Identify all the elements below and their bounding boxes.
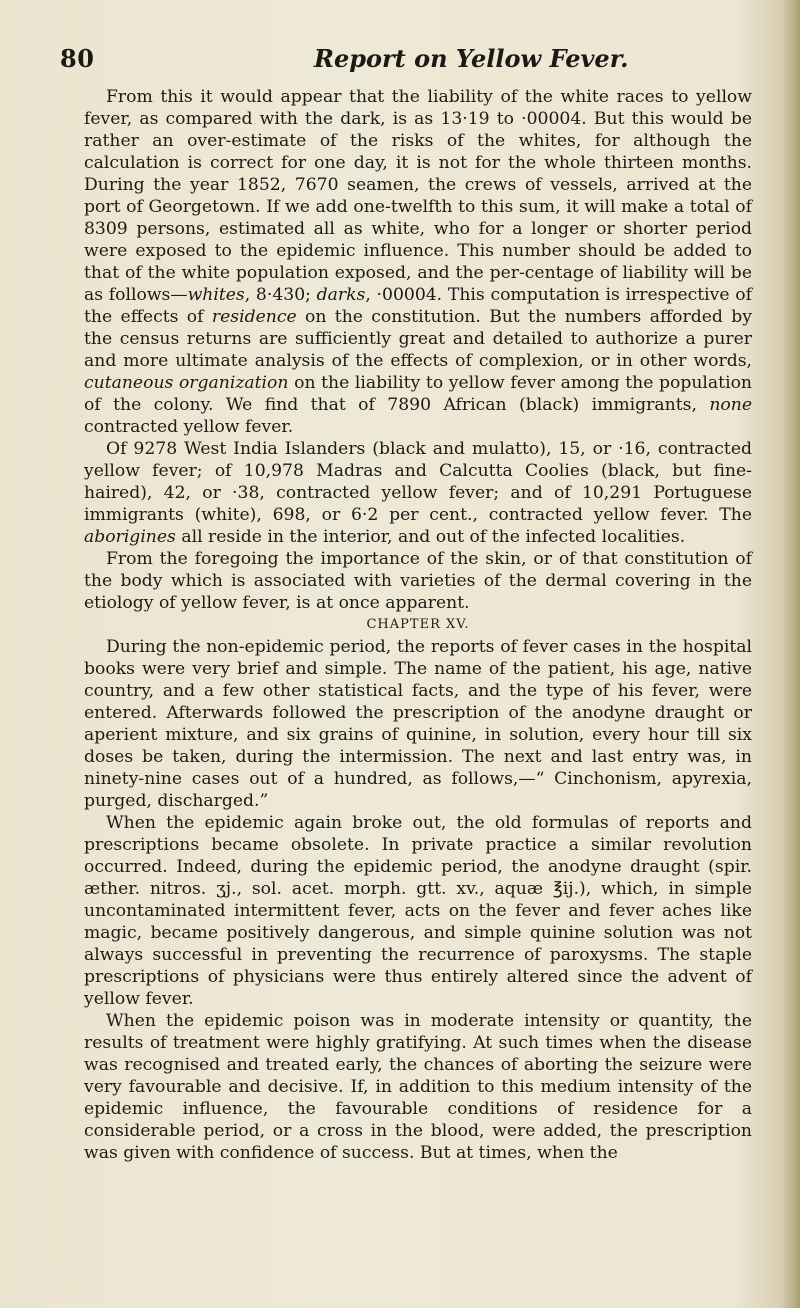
body-text	[84, 86, 752, 1164]
text-run: From this it would appear that the liability of the white races to yellow fever, as compared with the dark, is as 13·19 to ·00004. But this would be rather an over-estimate of the risks of the whites, for although the calculation is correct for one day, it is not for the whole thirteen months. During the year 1852, 7670 seamen, the crews of vessels, arrived at the port of Georgetown. If we add one-twelfth to this sum, it will make a total of 8309 persons, estimated all as white, who for a longer or shorter period were exposed to the epidemic influence. This number should be added to that of the white population exposed, and the per-centage of liability will be as follows—	[84, 87, 752, 305]
emphasis: whites	[187, 285, 245, 305]
emphasis: none	[709, 395, 752, 415]
paragraph	[84, 438, 752, 548]
paragraph: When the epidemic poison was in moderate intensity or quantity, the results of treatment were highly gratifying. At such times when the disease was recognised and treated early, the chances of aborting the seizure were very favourable and decisive. If, in addition to this medium intensity of the epidemic influence, the favourable conditions of residence for a considerable period, or a cross in the blood, were added, the prescription was given with confidence of success. But at times, when the	[84, 1011, 752, 1163]
text-run: , ·00004. This computation is irrespective of the effects of	[84, 285, 752, 327]
text-run: on the liability to yellow fever among the population of the colony. We find that of 7890 African (black) immigrants,	[84, 373, 752, 415]
paragraph	[84, 86, 752, 438]
page-edge	[782, 0, 800, 1308]
text-run: on the constitution. But the numbers afforded by the census returns are sufficiently great and detailed to authorize a purer and more ultimate analysis of the effects of complexion, or in other words,	[84, 307, 752, 371]
paragraph: During the non-epidemic period, the reports of fever cases in the hospital books were very brief and simple. The name of the patient, his age, native country, and a few other statistical facts, and the type of his fever, were entered. Afterwards followed the prescription of the anodyne draught or aperient mixture, and six grains of quinine, in solution, every hour till six doses be taken, during the intermission. The next and last entry was, in ninety-nine cases out of a hundred, as follows,—“ Cinchonism, apyrexia, purged, discharged.”	[84, 637, 752, 811]
running-header	[60, 44, 750, 78]
paragraph: When the epidemic again broke out, the old formulas of reports and prescriptions became obsolete. In private practice a similar revolution occurred. Indeed, during the epidemic period, the anodyne draught (spir. æther. nitros. ʒj., sol. acet. morph. gtt. xv., aquæ ℥ij.), which, in simple uncontaminated intermittent fever, acts on the fever and fever aches like magic, became positively dangerous, and simple quinine solution was not always successful in preventing the recurrence of paroxysms. The staple prescriptions of physicians were thus entirely altered since the advent of yellow fever.	[84, 813, 752, 1009]
running-title: Report on Yellow Fever.	[314, 44, 629, 73]
emphasis: residence	[211, 307, 297, 327]
text-run: all reside in the interior, and out of the infected localities.	[175, 527, 686, 547]
text-run: Of 9278 West India Islanders (black and mulatto), 15, or ·16, contracted yellow fever; of 10,978 Madras and Calcutta Coolies (black, but fine-haired), 42, or ·38, contracted yellow fever; and of 10,291 Portuguese immigrants (white), 698, or 6·2 per cent., contracted yellow fever. The	[84, 439, 752, 525]
text-run: contracted yellow fever.	[84, 417, 294, 437]
emphasis: cutaneous organization	[84, 373, 289, 393]
paragraph: From the foregoing the importance of the skin, or of that constitution of the body which is associated with varieties of the dermal covering in the etiology of yellow fever, is at once apparent.	[84, 549, 752, 613]
emphasis: aborigines	[84, 527, 176, 547]
text-run: , 8·430;	[244, 285, 317, 305]
page-number: 80	[60, 44, 95, 73]
emphasis: darks	[316, 285, 366, 305]
chapter-heading: CHAPTER XV.	[366, 617, 470, 632]
